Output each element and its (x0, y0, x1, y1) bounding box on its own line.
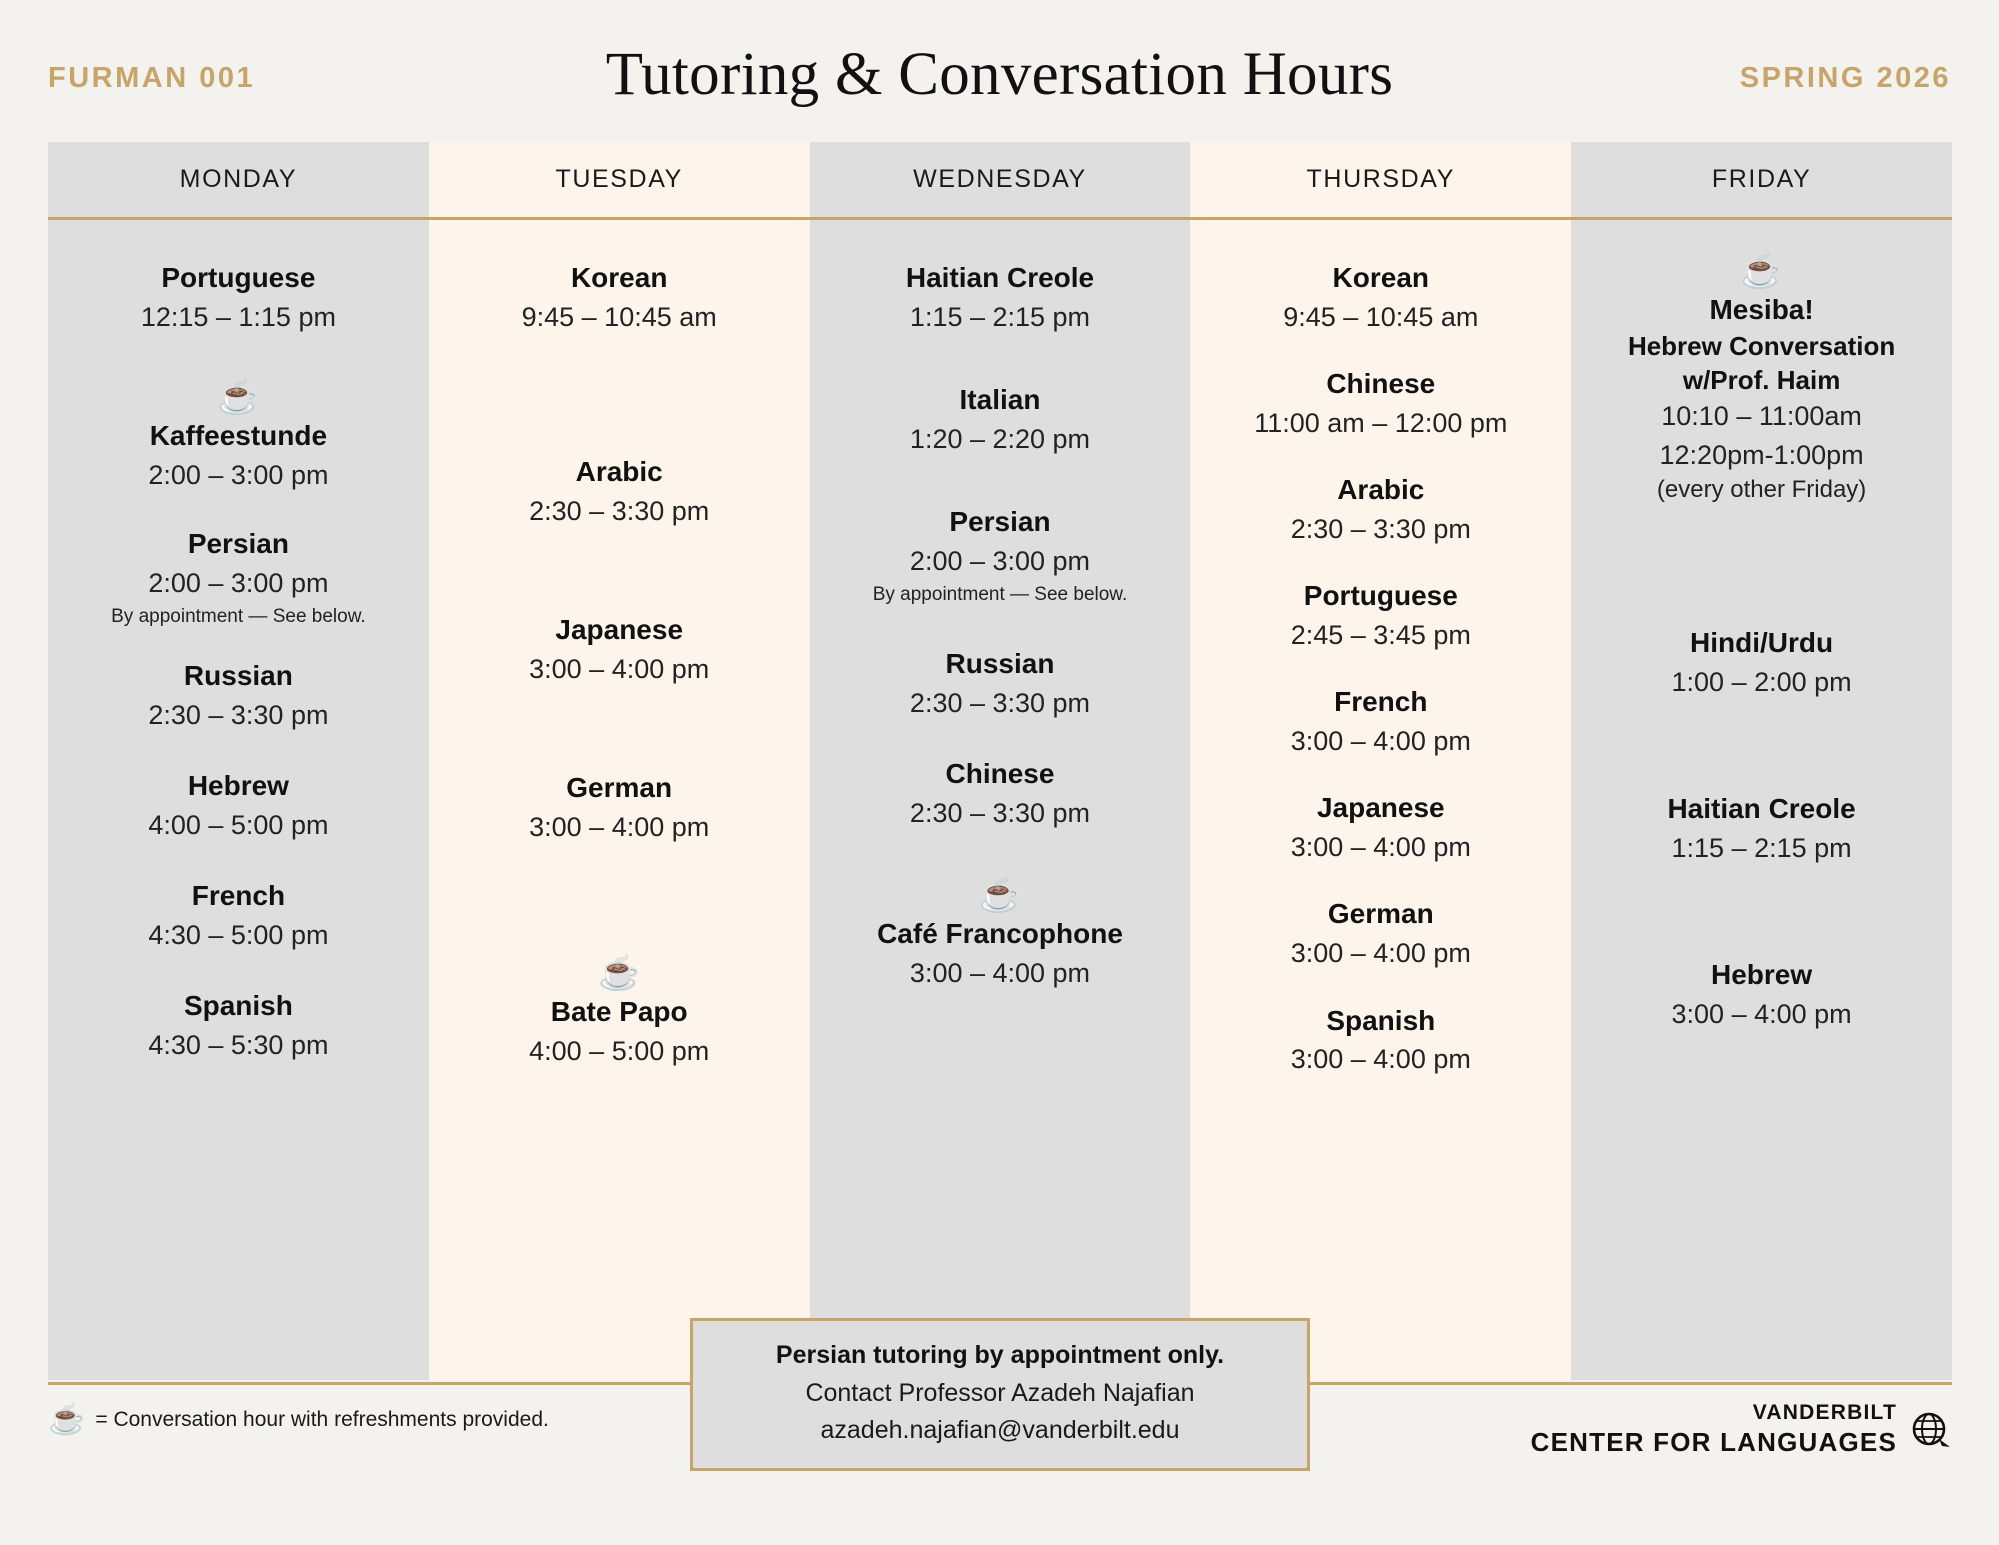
entry-language: Persian (187, 528, 289, 560)
day-body-thursday (1190, 220, 1571, 1079)
globe-icon (1909, 1408, 1951, 1450)
day-column-wednesday (810, 142, 1191, 1380)
schedule-entry (1190, 470, 1571, 548)
coffee-cup-icon: ☕ (217, 378, 260, 417)
entry-language: Haitian Creole (905, 262, 1095, 293)
entry-language: Russian (183, 659, 293, 691)
schedule-entry (48, 986, 429, 1064)
room-label: FURMAN 001 (48, 62, 256, 94)
entry-time: 1:00 – 2:00 pm (1671, 666, 1852, 697)
legend-label: = Conversation hour with refreshments provided. (95, 1408, 549, 1431)
schedule-entry (429, 452, 810, 530)
schedule-entry (1571, 955, 1952, 1033)
brand-text (1531, 1400, 1897, 1459)
schedule-entry (48, 876, 429, 954)
schedule-entry (48, 380, 429, 494)
schedule-entry (429, 258, 810, 336)
entry-time: 4:00 – 5:00 pm (148, 809, 329, 840)
page-title: Tutoring & Conversation Hours (605, 41, 1394, 108)
entry-language: Kaffeestunde (149, 420, 328, 452)
schedule-entry (1571, 789, 1952, 867)
entry-note: (every other Friday) (1656, 476, 1867, 503)
entry-language: Arabic (1337, 474, 1425, 506)
schedule-entry (1190, 682, 1571, 760)
entry-time: 3:00 – 4:00 pm (1290, 726, 1471, 757)
entry-time: 1:15 – 2:15 pm (1671, 833, 1852, 864)
entry-time: 3:00 – 4:00 pm (1290, 1044, 1471, 1075)
entry-language: Korean (570, 262, 668, 293)
day-header-friday: FRIDAY (1571, 142, 1952, 220)
callout-line-2: Contact Professor Azadeh Najafian (805, 1378, 1195, 1407)
brand-name: VANDERBILT (1752, 1401, 1897, 1424)
legend (48, 1405, 549, 1435)
entry-language: Hebrew (1711, 959, 1813, 991)
entry-time: 1:15 – 2:15 pm (909, 301, 1091, 332)
entry-time: 3:00 – 4:00 pm (1290, 938, 1471, 969)
entry-time: 11:00 am – 12:00 pm (1254, 407, 1508, 438)
entry-note: By appointment — See below. (872, 584, 1128, 606)
schedule-entry (48, 524, 429, 630)
schedule-entry (1571, 623, 1952, 701)
coffee-cup-icon: ☕ (1740, 252, 1783, 290)
day-body-wednesday (810, 220, 1191, 992)
entry-time: 4:30 – 5:30 pm (148, 1029, 329, 1060)
day-column-friday (1571, 142, 1952, 1380)
entry-language: Spanish (183, 990, 293, 1022)
day-header-thursday: THURSDAY (1190, 142, 1571, 220)
entry-time: 3:00 – 4:00 pm (1290, 832, 1471, 863)
coffee-cup-icon: ☕ (48, 1403, 86, 1436)
entry-time-secondary: 12:20pm-1:00pm (1659, 439, 1864, 470)
entry-language: Spanish (1326, 1004, 1436, 1036)
schedule-entry (429, 956, 810, 1070)
entry-subtitle-1: Hebrew Conversation (1627, 330, 1896, 361)
entry-language: Japanese (1316, 792, 1445, 824)
entry-time: 10:10 – 11:00am (1661, 401, 1862, 432)
entry-time: 3:00 – 4:00 pm (529, 653, 710, 684)
coffee-cup-icon: ☕ (978, 876, 1022, 915)
entry-language: French (191, 880, 286, 912)
day-column-tuesday (429, 142, 810, 1380)
entry-time: 2:30 – 3:30 pm (529, 495, 710, 526)
entry-language: French (1334, 686, 1428, 718)
schedule-grid (48, 142, 1952, 1380)
schedule-entry (810, 878, 1191, 992)
schedule-entry (810, 754, 1191, 832)
persian-appointment-callout (690, 1318, 1310, 1471)
term-label: SPRING 2026 (1739, 62, 1951, 94)
day-header-tuesday: TUESDAY (429, 142, 810, 220)
entry-language: German (566, 772, 673, 804)
entry-time: 2:30 – 3:30 pm (909, 797, 1091, 828)
entry-time: 2:00 – 3:00 pm (909, 545, 1091, 576)
entry-time: 2:00 – 3:00 pm (148, 459, 329, 490)
schedule-entry (1190, 894, 1571, 972)
schedule-entry-mesiba (1571, 254, 1952, 505)
entry-language: Hindi/Urdu (1690, 627, 1834, 659)
entry-language: Russian (945, 647, 1055, 679)
entry-language: Japanese (555, 614, 684, 646)
day-column-thursday (1190, 142, 1571, 1380)
callout-email: azadeh.najafian@vanderbilt.edu (820, 1416, 1180, 1444)
schedule-entry (48, 258, 429, 336)
schedule-entry (810, 502, 1191, 608)
coffee-cup-icon: ☕ (598, 954, 641, 993)
entry-time: 12:15 – 1:15 pm (140, 301, 336, 332)
day-body-friday (1571, 220, 1952, 1033)
schedule-entry (1190, 364, 1571, 442)
entry-language: Italian (959, 384, 1041, 416)
callout-line-1: Persian tutoring by appointment only. (775, 1341, 1225, 1369)
entry-language: Hebrew (187, 769, 289, 801)
entry-language: Portuguese (1303, 580, 1458, 612)
entry-time: 3:00 – 4:00 pm (909, 957, 1091, 988)
entry-subtitle-2: w/Prof. Haim (1682, 364, 1841, 395)
schedule-entry (810, 258, 1191, 336)
schedule-entry (429, 610, 810, 688)
entry-language: Korean (1332, 262, 1430, 293)
entry-language: Bate Papo (550, 996, 688, 1028)
entry-language: German (1327, 898, 1434, 930)
entry-time: 4:00 – 5:00 pm (529, 1036, 710, 1067)
schedule-entry (1190, 576, 1571, 654)
schedule-entry (810, 380, 1191, 458)
brand-lockup (1531, 1400, 1951, 1459)
day-body-monday (48, 220, 429, 1064)
entry-time: 3:00 – 4:00 pm (529, 811, 710, 842)
poster-header (0, 0, 1999, 142)
entry-time: 2:30 – 3:30 pm (148, 699, 329, 730)
entry-note: By appointment — See below. (111, 606, 366, 628)
day-header-monday: MONDAY (48, 142, 429, 220)
schedule-entry (1190, 258, 1571, 336)
entry-language: Arabic (575, 456, 663, 488)
entry-time: 2:45 – 3:45 pm (1290, 619, 1471, 650)
entry-time: 2:30 – 3:30 pm (1290, 513, 1471, 544)
entry-time: 2:00 – 3:00 pm (148, 567, 329, 598)
entry-time: 1:20 – 2:20 pm (909, 423, 1091, 454)
day-column-monday (48, 142, 429, 1380)
entry-language: Mesiba! (1709, 294, 1814, 325)
entry-language: Haitian Creole (1667, 793, 1856, 825)
entry-time: 2:30 – 3:30 pm (909, 687, 1091, 718)
schedule-entry (48, 766, 429, 844)
entry-time: 9:45 – 10:45 am (1283, 301, 1479, 332)
day-body-tuesday (429, 220, 810, 1070)
brand-unit: CENTER FOR LANGUAGES (1530, 1427, 1897, 1458)
entry-time: 9:45 – 10:45 am (521, 301, 717, 332)
entry-language: Chinese (945, 757, 1055, 789)
entry-language: Persian (949, 506, 1051, 538)
entry-language: Portuguese (161, 262, 316, 293)
schedule-entry (810, 644, 1191, 722)
schedule-entry (1190, 788, 1571, 866)
schedule-entry (429, 768, 810, 846)
entry-time: 4:30 – 5:00 pm (148, 919, 329, 950)
entry-time: 3:00 – 4:00 pm (1671, 999, 1852, 1030)
day-header-wednesday: WEDNESDAY (810, 142, 1191, 220)
entry-language: Café Francophone (877, 918, 1123, 950)
entry-language: Chinese (1326, 368, 1436, 400)
schedule-entry (48, 656, 429, 734)
schedule-entry (1190, 1001, 1571, 1079)
